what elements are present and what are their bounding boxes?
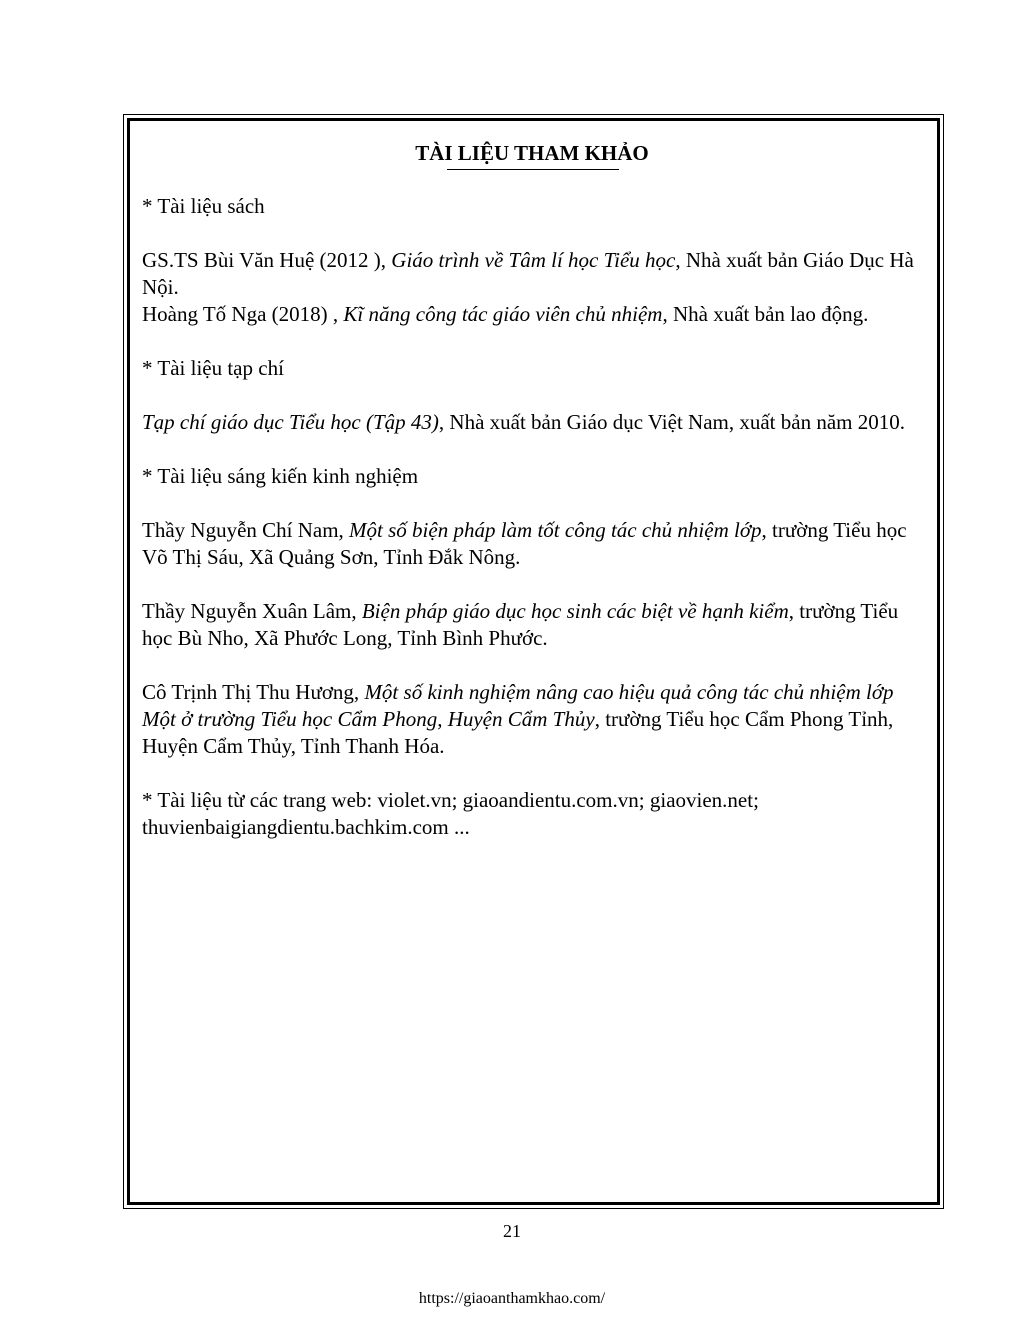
web-sources-line-2: thuvienbaigiangdientu.bachkim.com ... [142, 815, 470, 839]
references-title: TÀI LIỆU THAM KHẢO [415, 141, 649, 165]
page-number: 21 [503, 1221, 521, 1241]
journal-title-1: Tạp chí giáo dục Tiểu học (Tập 43) [142, 410, 439, 434]
journals-heading: * Tài liệu tạp chí [142, 356, 284, 380]
experience-title-2: Biện pháp giáo dục học sinh các biệt về hạnh kiểm [361, 599, 789, 623]
experience-entry-1: Thầy Nguyễn Chí Nam, Một số biện pháp làm tốt công tác chủ nhiệm lớp, trường Tiểu học Võ Thị Sáu, Xã Quảng Sơn, Tỉnh Đắk Nông. [142, 518, 907, 569]
experience-title-1: Một số biện pháp làm tốt công tác chủ nhiệm lớp [349, 518, 762, 542]
book-entry-2: Hoàng Tố Nga (2018) , Kĩ năng công tác giáo viên chủ nhiệm, Nhà xuất bản lao động. [142, 302, 869, 326]
experience-heading: * Tài liệu sáng kiến kinh nghiệm [142, 464, 419, 488]
experience-title-3: Một số kinh nghiệm nâng cao hiệu quả công tác chủ nhiệm lớp Một ở trường Tiểu học Cẩm Phong, Huyện Cẩm Thủy [142, 680, 894, 731]
web-sources-line-1: * Tài liệu từ các trang web: violet.vn; giaoandientu.com.vn; giaovien.net; [142, 788, 759, 812]
title-underline [447, 169, 619, 170]
book-title-1: Giáo trình về Tâm lí học Tiểu học [391, 248, 676, 272]
references-content [142, 140, 922, 841]
footer-url[interactable]: https://giaoanthamkhao.com/ [418, 1290, 606, 1307]
book-entry-1: GS.TS Bùi Văn Huệ (2012 ), Giáo trình về Tâm lí học Tiểu học, Nhà xuất bản Giáo Dục Hà Nội. [142, 248, 914, 299]
book-title-2: Kĩ năng công tác giáo viên chủ nhiệm [343, 302, 663, 326]
experience-entry-2: Thầy Nguyễn Xuân Lâm, Biện pháp giáo dục học sinh các biệt về hạnh kiểm, trường Tiểu học Bù Nho, Xã Phước Long, Tỉnh Bình Phước. [142, 599, 899, 650]
books-heading: * Tài liệu sách [142, 194, 265, 218]
experience-entry-3: Cô Trịnh Thị Thu Hương, Một số kinh nghiệm nâng cao hiệu quả công tác chủ nhiệm lớp Một ở trường Tiểu học Cẩm Phong, Huyện Cẩm Thủy, trường Tiểu học Cẩm Phong Tỉnh, Huyện Cẩm Thủy, Tỉnh Thanh Hóa. [142, 680, 894, 758]
journal-entry-1: Tạp chí giáo dục Tiểu học (Tập 43), Nhà xuất bản Giáo dục Việt Nam, xuất bản năm 2010. [142, 410, 905, 434]
references-title-block [142, 140, 922, 167]
